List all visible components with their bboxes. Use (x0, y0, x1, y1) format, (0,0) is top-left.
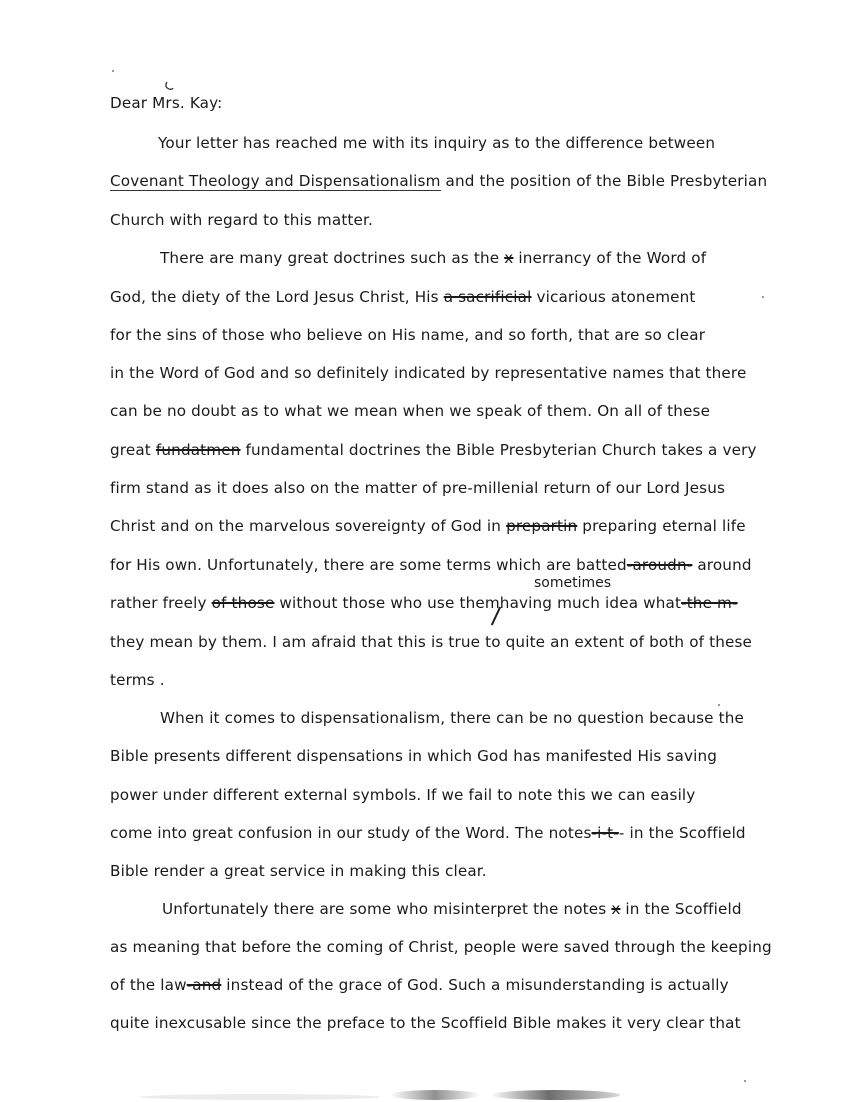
text-line: power under different external symbols. If we fail to note this we can easily (110, 786, 696, 804)
speck (762, 296, 764, 298)
text-line: as meaning that before the coming of Christ, people were saved through the keeping (110, 938, 772, 956)
text-line: Church with regard to this matter. (110, 211, 374, 229)
text-segment: inerrancy of the Word of (513, 249, 707, 267)
text-line: Bible presents different dispensations in which God has manifested His saving (110, 747, 718, 765)
salutation: Dear Mrs. Kay: (110, 94, 223, 112)
text-line (160, 249, 706, 267)
text-segment: God, the diety of the Lord Jesus Christ, His (110, 288, 444, 306)
text-segment: for His own. Unfortunately, there are some terms which are batted (110, 556, 627, 574)
speck (718, 704, 720, 706)
text-line: in the Word of God and so definitely indicated by representative names that there (110, 364, 747, 382)
text-line: Your letter has reached me with its inquiry as to the difference between (158, 134, 716, 152)
text-line: When it comes to dispensationalism, there can be no question because the (160, 709, 745, 727)
text-line: can be no doubt as to what we mean when we speak of them. On all of these (110, 402, 711, 420)
text-line: terms . (110, 671, 165, 689)
text-segment: come into great confusion in our study of the Word. The notes (110, 824, 592, 842)
struck-text: a sacrificial (443, 288, 532, 306)
text-segment: preparing eternal life (577, 517, 746, 535)
text-segment: around (692, 556, 752, 574)
text-segment: of the law (110, 976, 187, 994)
text-segment: vicarious atonement (531, 288, 696, 306)
inserted-word: sometimes (534, 575, 612, 591)
underlined-phrase: Covenant Theology and Dispensationalism (110, 172, 441, 190)
text-line (110, 824, 746, 842)
struck-text: of those (211, 594, 275, 612)
struck-text: fundatmen (155, 441, 241, 459)
speck (744, 1080, 746, 1082)
text-line (110, 594, 738, 612)
struck-text: x (611, 900, 621, 918)
text-segment: rather freely (110, 594, 212, 612)
text-segment: without those who use them (274, 594, 500, 612)
scan-smudge (490, 1090, 620, 1100)
struck-text: -the m- (681, 594, 738, 612)
scan-shadow (140, 1094, 380, 1100)
speck (112, 70, 114, 72)
text-line: they mean by them. I am afraid that this is true to quite an extent of both of these (110, 633, 753, 651)
text-segment: Unfortunately there are some who misinterpret the notes (162, 900, 612, 918)
text-line: firm stand as it does also on the matter of pre-millenial return of our Lord Jesus (110, 479, 726, 497)
text-segment: - in the Scoffield (618, 824, 746, 842)
handwritten-mark (164, 80, 176, 92)
scan-smudge (390, 1090, 480, 1100)
text-segment: instead of the grace of God. Such a misunderstanding is actually (221, 976, 729, 994)
text-line (110, 517, 746, 535)
text-line: for the sins of those who believe on His name, and so forth, that are so clear (110, 326, 706, 344)
text-segment: great (110, 441, 156, 459)
text-segment: having much idea what (499, 594, 682, 612)
text-segment: There are many great doctrines such as the (160, 249, 505, 267)
text-line: Bible render a great service in making this clear. (110, 862, 487, 880)
struck-text: -and (186, 976, 222, 994)
text-line: quite inexcusable since the preface to the Scoffield Bible makes it very clear that (110, 1014, 741, 1032)
struck-text: prepartin (506, 517, 578, 535)
text-line (110, 441, 757, 459)
text-segment: fundamental doctrines the Bible Presbyterian Church takes a very (240, 441, 757, 459)
text-line (110, 172, 767, 190)
struck-text: -aroudn- (626, 556, 693, 574)
text-segment: in the Scoffield (620, 900, 742, 918)
text-line (110, 976, 729, 994)
text-segment: and the position of the Bible Presbyterian (440, 172, 768, 190)
struck-text: -i-t- (591, 824, 619, 842)
text-line (162, 900, 742, 918)
text-line (110, 556, 752, 574)
text-line (110, 288, 696, 306)
text-segment: Christ and on the marvelous sovereignty of God in (110, 517, 507, 535)
struck-text: x (504, 249, 514, 267)
